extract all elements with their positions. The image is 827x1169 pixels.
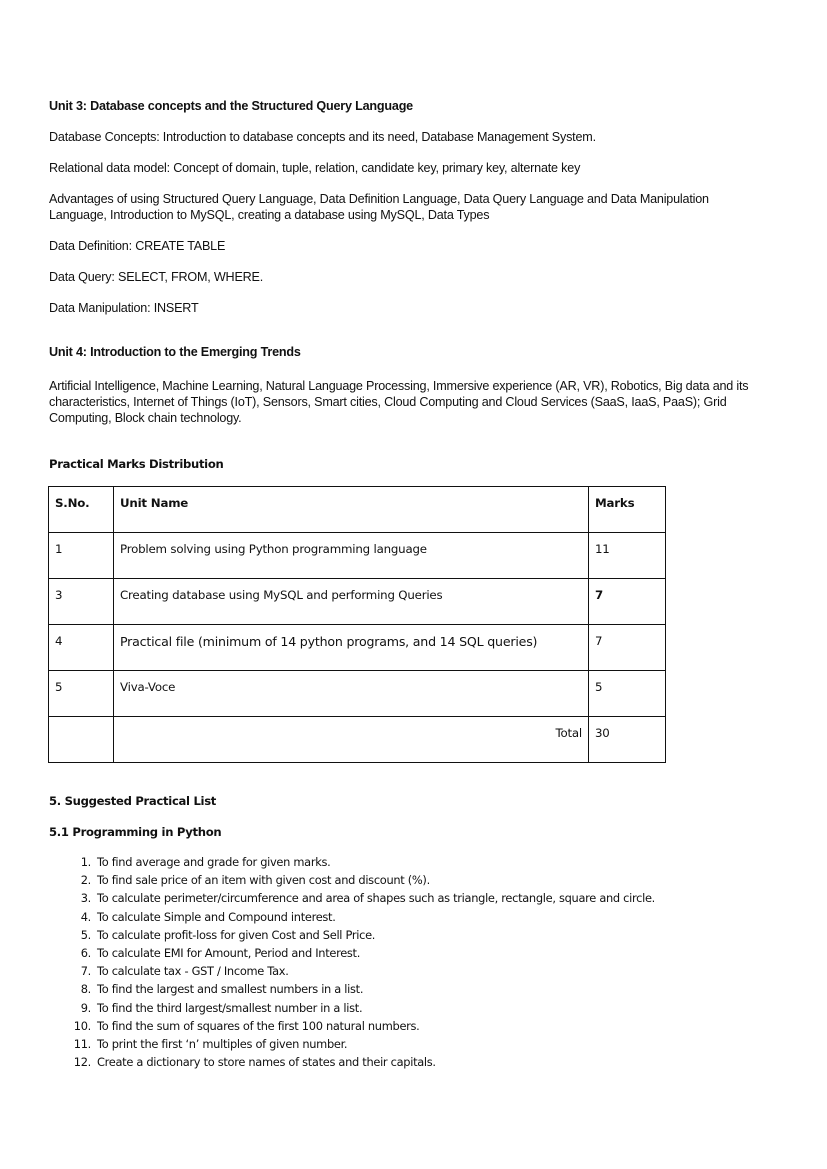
item-number: 12. bbox=[73, 1055, 91, 1070]
table-row bbox=[49, 533, 666, 579]
item-text: To find the third largest/smallest number in a list. bbox=[97, 1000, 363, 1015]
practical-heading: 5. Suggested Practical List bbox=[49, 794, 217, 808]
practical-subheading: 5.1 Programming in Python bbox=[49, 825, 222, 839]
list-item bbox=[49, 999, 655, 1017]
item-text: To calculate EMI for Amount, Period and Interest. bbox=[97, 946, 361, 961]
item-text: To calculate perimeter/circumference and area of shapes such as triangle, rectangle, square and circle. bbox=[97, 891, 655, 906]
item-number: 4. bbox=[80, 909, 91, 924]
list-item bbox=[49, 980, 655, 998]
item-text: To find sale price of an item with given cost and discount (%). bbox=[97, 873, 430, 888]
cell: Creating database using MySQL and performing Queries bbox=[114, 579, 589, 625]
item-number: 1. bbox=[80, 855, 91, 869]
item-text: To find the sum of squares of the first 100 natural numbers. bbox=[97, 1018, 420, 1033]
item-number: 11. bbox=[73, 1037, 91, 1052]
cell: 7 bbox=[589, 579, 666, 625]
list-item bbox=[49, 1035, 655, 1053]
paragraph: Advantages of using Structured Query Language, Data Definition Language, Data Query Language and Data Manipulation Language, Introduction to MySQL, creating a database using MySQL, Data Types bbox=[49, 192, 709, 222]
total-row bbox=[49, 717, 666, 763]
total-value: 30 bbox=[589, 717, 666, 763]
item-number: 6. bbox=[80, 946, 91, 961]
cell: Practical file (minimum of 14 python programs, and 14 SQL queries) bbox=[114, 625, 589, 671]
list-item bbox=[49, 871, 655, 889]
list-item bbox=[49, 944, 655, 962]
cell: 3 bbox=[49, 579, 114, 625]
item-text: To find average and grade for given marks. bbox=[97, 855, 331, 869]
item-number: 3. bbox=[80, 891, 91, 906]
marks-table bbox=[48, 486, 666, 763]
item-text: To calculate tax - GST / Income Tax. bbox=[97, 964, 289, 979]
paragraph: Relational data model: Concept of domain, tuple, relation, candidate key, primary key, alternate key bbox=[49, 161, 581, 175]
item-text: Create a dictionary to store names of states and their capitals. bbox=[97, 1055, 436, 1070]
total-label: Total bbox=[114, 717, 589, 763]
paragraph: Database Concepts: Introduction to database concepts and its need, Database Management System. bbox=[49, 130, 596, 144]
item-number: 2. bbox=[80, 873, 91, 888]
practical-list bbox=[49, 853, 655, 1071]
paragraph: Artificial Intelligence, Machine Learning, Natural Language Processing, Immersive experience (AR, VR), Robotics, Big data and its characteristics, Internet of Things (IoT), Sensors, Smart cities, Cloud Computing and Cloud Services (SaaS, IaaS, PaaS); Grid Computing, Block chain technology. bbox=[49, 379, 749, 425]
unit4-heading: Unit 4: Introduction to the Emerging Trends bbox=[49, 345, 301, 359]
table-row bbox=[49, 579, 666, 625]
cell: 11 bbox=[589, 533, 666, 579]
header-cell: Unit Name bbox=[114, 487, 589, 533]
list-item bbox=[49, 908, 655, 926]
header-cell: Marks bbox=[589, 487, 666, 533]
paragraph: Data Definition: CREATE TABLE bbox=[49, 239, 226, 253]
table-header-row bbox=[49, 487, 666, 533]
paragraph: Data Manipulation: INSERT bbox=[49, 301, 199, 315]
list-item bbox=[49, 889, 655, 907]
list-item bbox=[49, 926, 655, 944]
item-number: 7. bbox=[80, 964, 91, 979]
cell: 5 bbox=[589, 671, 666, 717]
item-number: 10. bbox=[73, 1018, 91, 1033]
item-text: To print the first ‘n’ multiples of given number. bbox=[97, 1037, 348, 1052]
item-number: 8. bbox=[80, 982, 91, 997]
cell bbox=[49, 717, 114, 763]
cell: Problem solving using Python programming language bbox=[114, 533, 589, 579]
table-row bbox=[49, 671, 666, 717]
header-cell: S.No. bbox=[49, 487, 114, 533]
cell: 5 bbox=[49, 671, 114, 717]
list-item bbox=[49, 1017, 655, 1035]
item-number: 5. bbox=[80, 927, 91, 942]
table-row bbox=[49, 625, 666, 671]
cell: 1 bbox=[49, 533, 114, 579]
paragraph: Data Query: SELECT, FROM, WHERE. bbox=[49, 270, 264, 284]
item-text: To calculate profit-loss for given Cost and Sell Price. bbox=[97, 927, 376, 942]
item-text: To find the largest and smallest numbers in a list. bbox=[97, 982, 364, 997]
cell: 7 bbox=[589, 625, 666, 671]
cell: 4 bbox=[49, 625, 114, 671]
unit3-heading: Unit 3: Database concepts and the Structured Query Language bbox=[49, 99, 413, 113]
list-item bbox=[49, 1053, 655, 1071]
list-item bbox=[49, 853, 655, 871]
item-text: To calculate Simple and Compound interest. bbox=[97, 909, 336, 924]
cell: Viva-Voce bbox=[114, 671, 589, 717]
list-item bbox=[49, 962, 655, 980]
marks-heading: Practical Marks Distribution bbox=[49, 457, 224, 471]
item-number: 9. bbox=[80, 1000, 91, 1015]
